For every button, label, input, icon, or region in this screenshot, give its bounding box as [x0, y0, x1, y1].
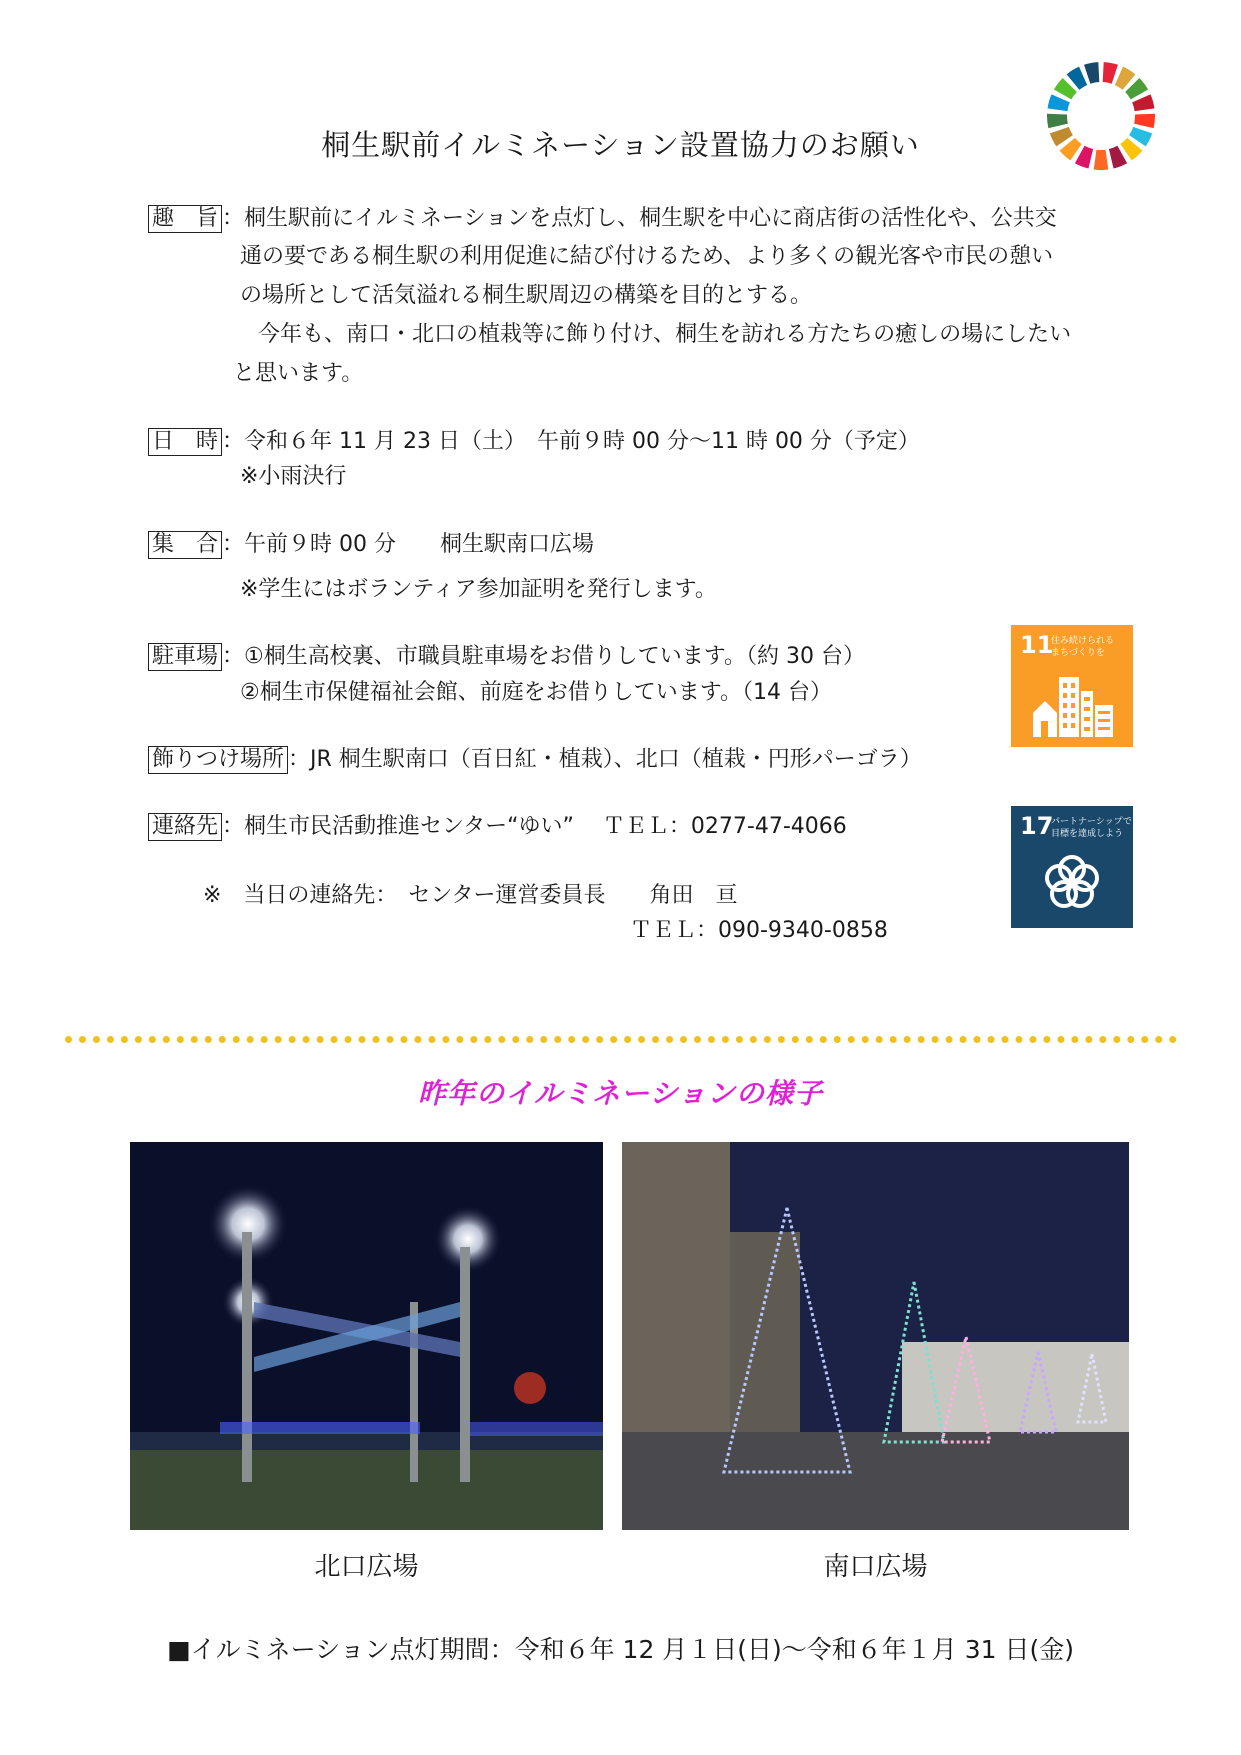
purpose-line-4: 今年も、南口・北口の植栽等に飾り付け、桐生を訪れる方たちの癒しの場にしたい: [258, 322, 1072, 347]
datetime-line-1: [148, 428, 920, 456]
sdg-wheel-segment: [1103, 62, 1118, 84]
page-title: 桐生駅前イルミネーション設置協力のお願い: [321, 128, 920, 162]
sdg17-number: 17: [1020, 812, 1054, 840]
section-subtitle: 昨年のイルミネーションの様子: [418, 1077, 823, 1110]
parking-label: 駐車場: [148, 643, 222, 671]
south-plaza-photo: [622, 1142, 1129, 1530]
partnership-flower-icon: [1041, 852, 1103, 914]
dotted-divider: [65, 1036, 1177, 1043]
sdg17-text-2: 目標を達成しよう: [1051, 829, 1124, 839]
south-plaza-caption: 南口広場: [823, 1552, 928, 1582]
sdg17-text: [1051, 816, 1132, 840]
sdg-wheel-segment: [1084, 62, 1099, 84]
sdg-wheel-segment: [1048, 94, 1070, 111]
contact-label: 連絡先: [148, 813, 222, 841]
contact-text: ：桐生市民活動推進センター“ゆい” ＴＥＬ：0277-47-4066: [222, 814, 847, 839]
sdg11-text-1: 住み続けられる: [1051, 636, 1115, 646]
location-text: ：JR 桐生駅南口（百日紅・植栽）、北口（植栽・円形パーゴラ）: [288, 747, 922, 772]
parking-line-1: [148, 643, 865, 671]
lighting-period: ■イルミネーション点灯期間：令和６年 12 月１日(日)～令和６年１月 31 日(金): [166, 1635, 1075, 1664]
purpose-label: 趣 旨: [148, 205, 222, 233]
sdg17-tile: [1011, 806, 1133, 928]
sdg-wheel-segment: [1132, 94, 1154, 111]
sdg11-number: 11: [1020, 631, 1054, 659]
north-plaza-photo: [130, 1142, 603, 1530]
purpose-text-1: ：桐生駅前にイルミネーションを点灯し、桐生駅を中心に商店街の活性化や、公共交: [222, 206, 1057, 231]
purpose-line-3: の場所として活気溢れる桐生駅周辺の構築を目的とする。: [240, 283, 813, 308]
meeting-note: ※学生にはボランティア参加証明を発行します。: [240, 577, 717, 602]
location-label: 飾りつけ場所: [148, 746, 288, 774]
purpose-line-5: と思います。: [233, 361, 364, 386]
sdg17-text-1: パートナーシップで: [1051, 817, 1132, 827]
location-line: [148, 746, 922, 774]
north-plaza-caption: 北口広場: [314, 1552, 419, 1582]
sdg11-tile: [1011, 625, 1133, 747]
purpose-line-1: [148, 205, 1057, 233]
meeting-line-1: [148, 531, 594, 559]
datetime-note: ※小雨決行: [240, 464, 347, 489]
city-icon: [1029, 667, 1117, 739]
sdg11-text-2: まちづくりを: [1051, 648, 1105, 658]
datetime-text: ：令和６年 11 月 23 日（土） 午前９時 00 分～11 時 00 分（予定）: [222, 429, 920, 454]
contact-note-2: ＴＥＬ：090-9340-0858: [630, 918, 888, 943]
datetime-label: 日 時: [148, 428, 222, 456]
purpose-line-2: 通の要である桐生駅の利用促進に結び付けるため、より多くの観光客や市民の憩い: [240, 244, 1054, 269]
contact-note-1: ※ 当日の連絡先： センター運営委員長 角田 亘: [203, 883, 738, 908]
meeting-label: 集 合: [148, 531, 222, 559]
parking-text-1: ：①桐生高校裏、市職員駐車場をお借りしています。（約 30 台）: [222, 644, 865, 669]
meeting-text: ：午前９時 00 分 桐生駅南口広場: [222, 532, 594, 557]
contact-line: [148, 813, 847, 841]
parking-line-2: ②桐生市保健福祉会館、前庭をお借りしています。（14 台）: [240, 680, 832, 705]
sdg11-text: [1051, 635, 1114, 659]
